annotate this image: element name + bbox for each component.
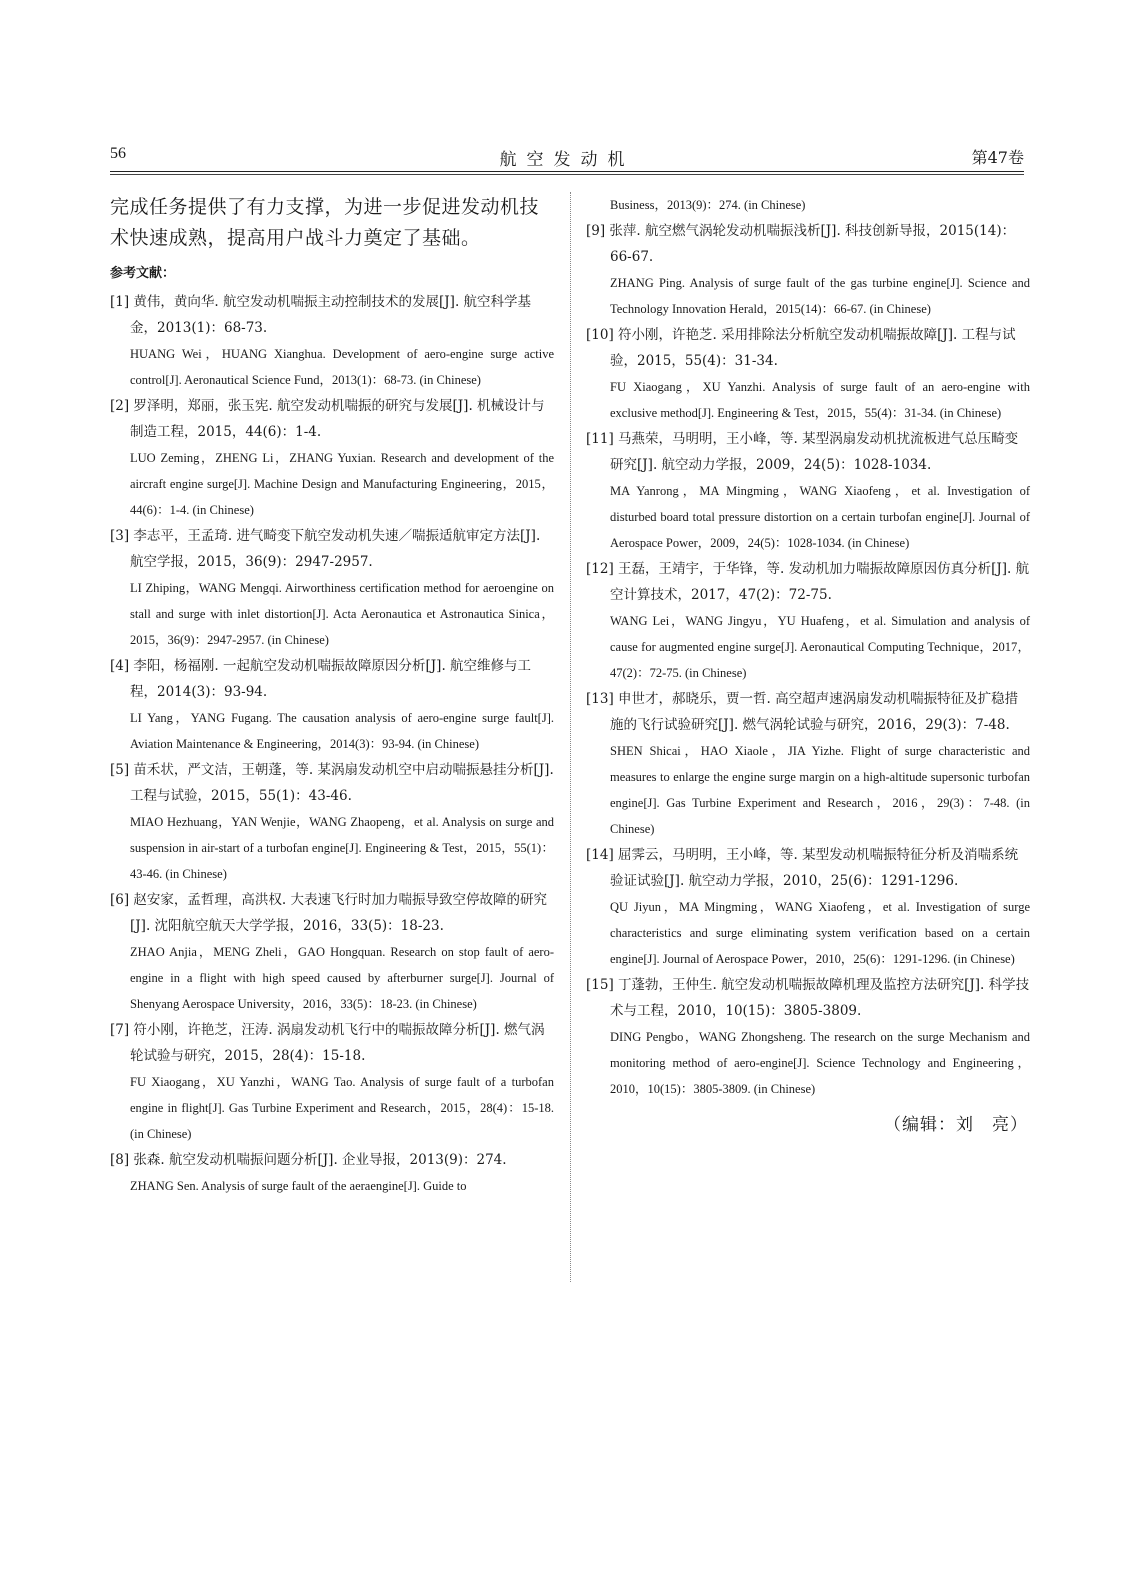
page-header [110, 141, 1024, 171]
reference-english: QU Jiyun，MA Mingming，WANG Xiaofeng，et al. Investigation of surge characteristics and surge eliminating system verification based on a certain engine[J]. Journal of Aerospace Power，2010，25(6)：1291-1296. (in Chinese) [610, 900, 1030, 966]
reference-entry [586, 686, 1030, 842]
reference-english: ZHAO Anjia，MENG Zheli，GAO Hongquan. Research on stop fault of aero-engine in a flight with high speed caused by afterburner surge[J]. Journal of Shenyang Aerospace University，2016，33(5)：18-23. (in Chinese) [130, 945, 554, 1011]
reference-english: FU Xiaogang，XU Yanzhi，WANG Tao. Analysis of surge fault of a turbofan engine in flight[J]. Gas Turbine Experiment and Research，2015，28(4)：15-18. (in Chinese) [130, 1075, 554, 1141]
reference-chinese: [5] 苗禾状，严文洁，王朝蓬，等. 某涡扇发动机空中启动喘振悬挂分析[J]. 工程与试验，2015，55(1)：43-46. [110, 762, 554, 804]
reference-entry [586, 426, 1030, 556]
reference-english: ZHANG Ping. Analysis of surge fault of the gas turbine engine[J]. Science and Technology Innovation Herald，2015(14)：66-67. (in Chinese) [610, 276, 1030, 316]
reference-english: FU Xiaogang，XU Yanzhi. Analysis of surge fault of an aero-engine with exclusive method[J]. Engineering & Test，2015，55(4)：31-34. (in Chinese) [610, 380, 1030, 420]
reference-english: LUO Zeming，ZHENG Li，ZHANG Yuxian. Research and development of the aircraft engine surge[J]. Machine Design and Manufacturing Engineering，2015，44(6)：1-4. (in Chinese) [130, 451, 554, 517]
reference-chinese: [7] 符小刚，许艳芝，汪涛. 涡扇发动机飞行中的喘振故障分析[J]. 燃气涡轮试验与研究，2015，28(4)：15-18. [110, 1022, 545, 1064]
reference-english: LI Yang，YANG Fugang. The causation analysis of aero-engine surge fault[J]. Aviation Maintenance & Engineering，2014(3)：93-94. (in Chinese) [130, 711, 554, 751]
reference-english: ZHANG Sen. Analysis of surge fault of the aeraengine[J]. Guide to [130, 1179, 467, 1193]
reference-english: MA Yanrong，MA Mingming，WANG Xiaofeng，et al. Investigation of disturbed board total pressure distortion on a certain turbofan engine[J]. Journal of Aerospace Power，2009，24(5)：1028-1034. (in Chinese) [610, 484, 1030, 550]
reference-chinese: [13] 申世才，郝晓乐，贾一哲. 高空超声速涡扇发动机喘振特征及扩稳措施的飞行试验研究[J]. 燃气涡轮试验与研究，2016，29(3)：7-48. [586, 691, 1019, 733]
reference-entry [110, 523, 554, 653]
reference-entry [110, 393, 554, 523]
reference-chinese: [11] 马燕荣，马明明，王小峰，等. 某型涡扇发动机扰流板进气总压畸变研究[J]. 航空动力学报，2009，24(5)：1028-1034. [586, 431, 1019, 473]
reference-entry [110, 653, 554, 757]
reference-entry [110, 289, 554, 393]
reference-entry [110, 757, 554, 887]
page-number: 56 [110, 145, 126, 162]
reference-english: LI Zhiping，WANG Mengqi. Airworthiness certification method for aeroengine on stall and surge with inlet distortion[J]. Acta Aeronautica et Astronautica Sinica，2015，36(9)：2947-2957. (in Chinese) [130, 581, 554, 647]
reference-chinese: [10] 符小刚，许艳芝. 采用排除法分析航空发动机喘振故障[J]. 工程与试验，2015，55(4)：31-34. [586, 327, 1016, 369]
reference-chinese: [4] 李阳，杨福刚. 一起航空发动机喘振故障原因分析[J]. 航空维修与工程，2014(3)：93-94. [110, 658, 532, 700]
reference-list-left [110, 289, 554, 1199]
reference-english: DING Pengbo，WANG Zhongsheng. The research on the surge Mechanism and monitoring method of aero-engine[J]. Science Technology and Engineering，2010，10(15)：3805-3809. (in Chinese) [610, 1030, 1030, 1096]
reference-chinese: [2] 罗泽明，郑丽，张玉宪. 航空发动机喘振的研究与发展[J]. 机械设计与制造工程，2015，44(6)：1-4. [110, 398, 545, 440]
header-rule-thin [110, 174, 1024, 175]
reference-chinese: [14] 屈霁云，马明明，王小峰，等. 某型发动机喘振特征分析及消喘系统验证试验[J]. 航空动力学报，2010，25(6)：1291-1296. [586, 847, 1019, 889]
reference-entry [586, 322, 1030, 426]
reference-english: WANG Lei，WANG Jingyu，YU Huafeng，et al. Simulation and analysis of cause for augmented engine surge[J]. Aeronautical Computing Technique，2017，47(2)：72-75. (in Chinese) [610, 614, 1030, 680]
references-heading: 参考文献： [110, 266, 176, 281]
reference-entry [586, 842, 1030, 972]
reference-chinese: [15] 丁蓬勃，王仲生. 航空发动机喘振故障机理及监控方法研究[J]. 科学技术与工程，2010，10(15)：3805-3809. [586, 977, 1030, 1019]
reference-chinese: [6] 赵安家，孟哲理，高洪权. 大表速飞行时加力喘振导致空停故障的研究[J]. 沈阳航空航天大学学报，2016，33(5)：18-23. [110, 892, 547, 934]
reference-english: MIAO Hezhuang，YAN Wenjie，WANG Zhaopeng，et al. Analysis on surge and suspension in air-start of a turbofan engine[J]. Engineering & Test，2015，55(1)：43-46. (in Chinese) [130, 815, 554, 881]
reference-entry [586, 556, 1030, 686]
reference-english: HUANG Wei，HUANG Xianghua. Development of aero-engine surge active control[J]. Aeronautical Science Fund，2013(1)：68-73. (in Chinese) [130, 347, 554, 387]
reference-chinese: [1] 黄伟，黄向华. 航空发动机喘振主动控制技术的发展[J]. 航空科学基金，2013(1)：68-73. [110, 294, 532, 336]
intro-paragraph: 完成任务提供了有力支撑，为进一步促进发动机技术快速成熟，提高用户战斗力奠定了基础。 [110, 196, 540, 249]
editor-credit: （编辑：刘 亮） [884, 1115, 1028, 1135]
reference-entry [586, 972, 1030, 1102]
reference-chinese: [9] 张萍. 航空燃气涡轮发动机喘振浅析[J]. 科技创新导报，2015(14)：66-67. [586, 223, 1016, 265]
reference-chinese: [8] 张森. 航空发动机喘振问题分析[J]. 企业导报，2013(9)：274. [110, 1152, 507, 1168]
reference-list-right [586, 218, 1030, 1102]
reference-chinese: [3] 李志平，王孟琦. 进气畸变下航空发动机失速／喘振适航审定方法[J]. 航空学报，2015，36(9)：2947-2957. [110, 528, 541, 570]
volume-label: 第47卷 [971, 148, 1024, 167]
reference-continuation: Business，2013(9)：274. (in Chinese) [610, 198, 806, 212]
reference-entry [110, 1017, 554, 1147]
reference-entry [586, 218, 1030, 322]
reference-entry [110, 1147, 554, 1199]
right-column [586, 192, 1030, 1135]
column-divider [570, 192, 571, 1282]
reference-chinese: [12] 王磊，王靖宇，于华锋，等. 发动机加力喘振故障原因仿真分析[J]. 航空计算技术，2017，47(2)：72-75. [586, 561, 1030, 603]
reference-english: SHEN Shicai，HAO Xiaole，JIA Yizhe. Flight of surge characteristic and measures to enlarge the engine surge margin on a high-altitude supersonic turbofan engine[J]. Gas Turbine Experiment and Research，2016，29(3)：7-48. (in Chinese) [610, 744, 1030, 836]
header-rule [110, 171, 1024, 172]
reference-entry [110, 887, 554, 1017]
journal-title: 航空发动机 [499, 150, 635, 170]
left-column [110, 192, 554, 1199]
